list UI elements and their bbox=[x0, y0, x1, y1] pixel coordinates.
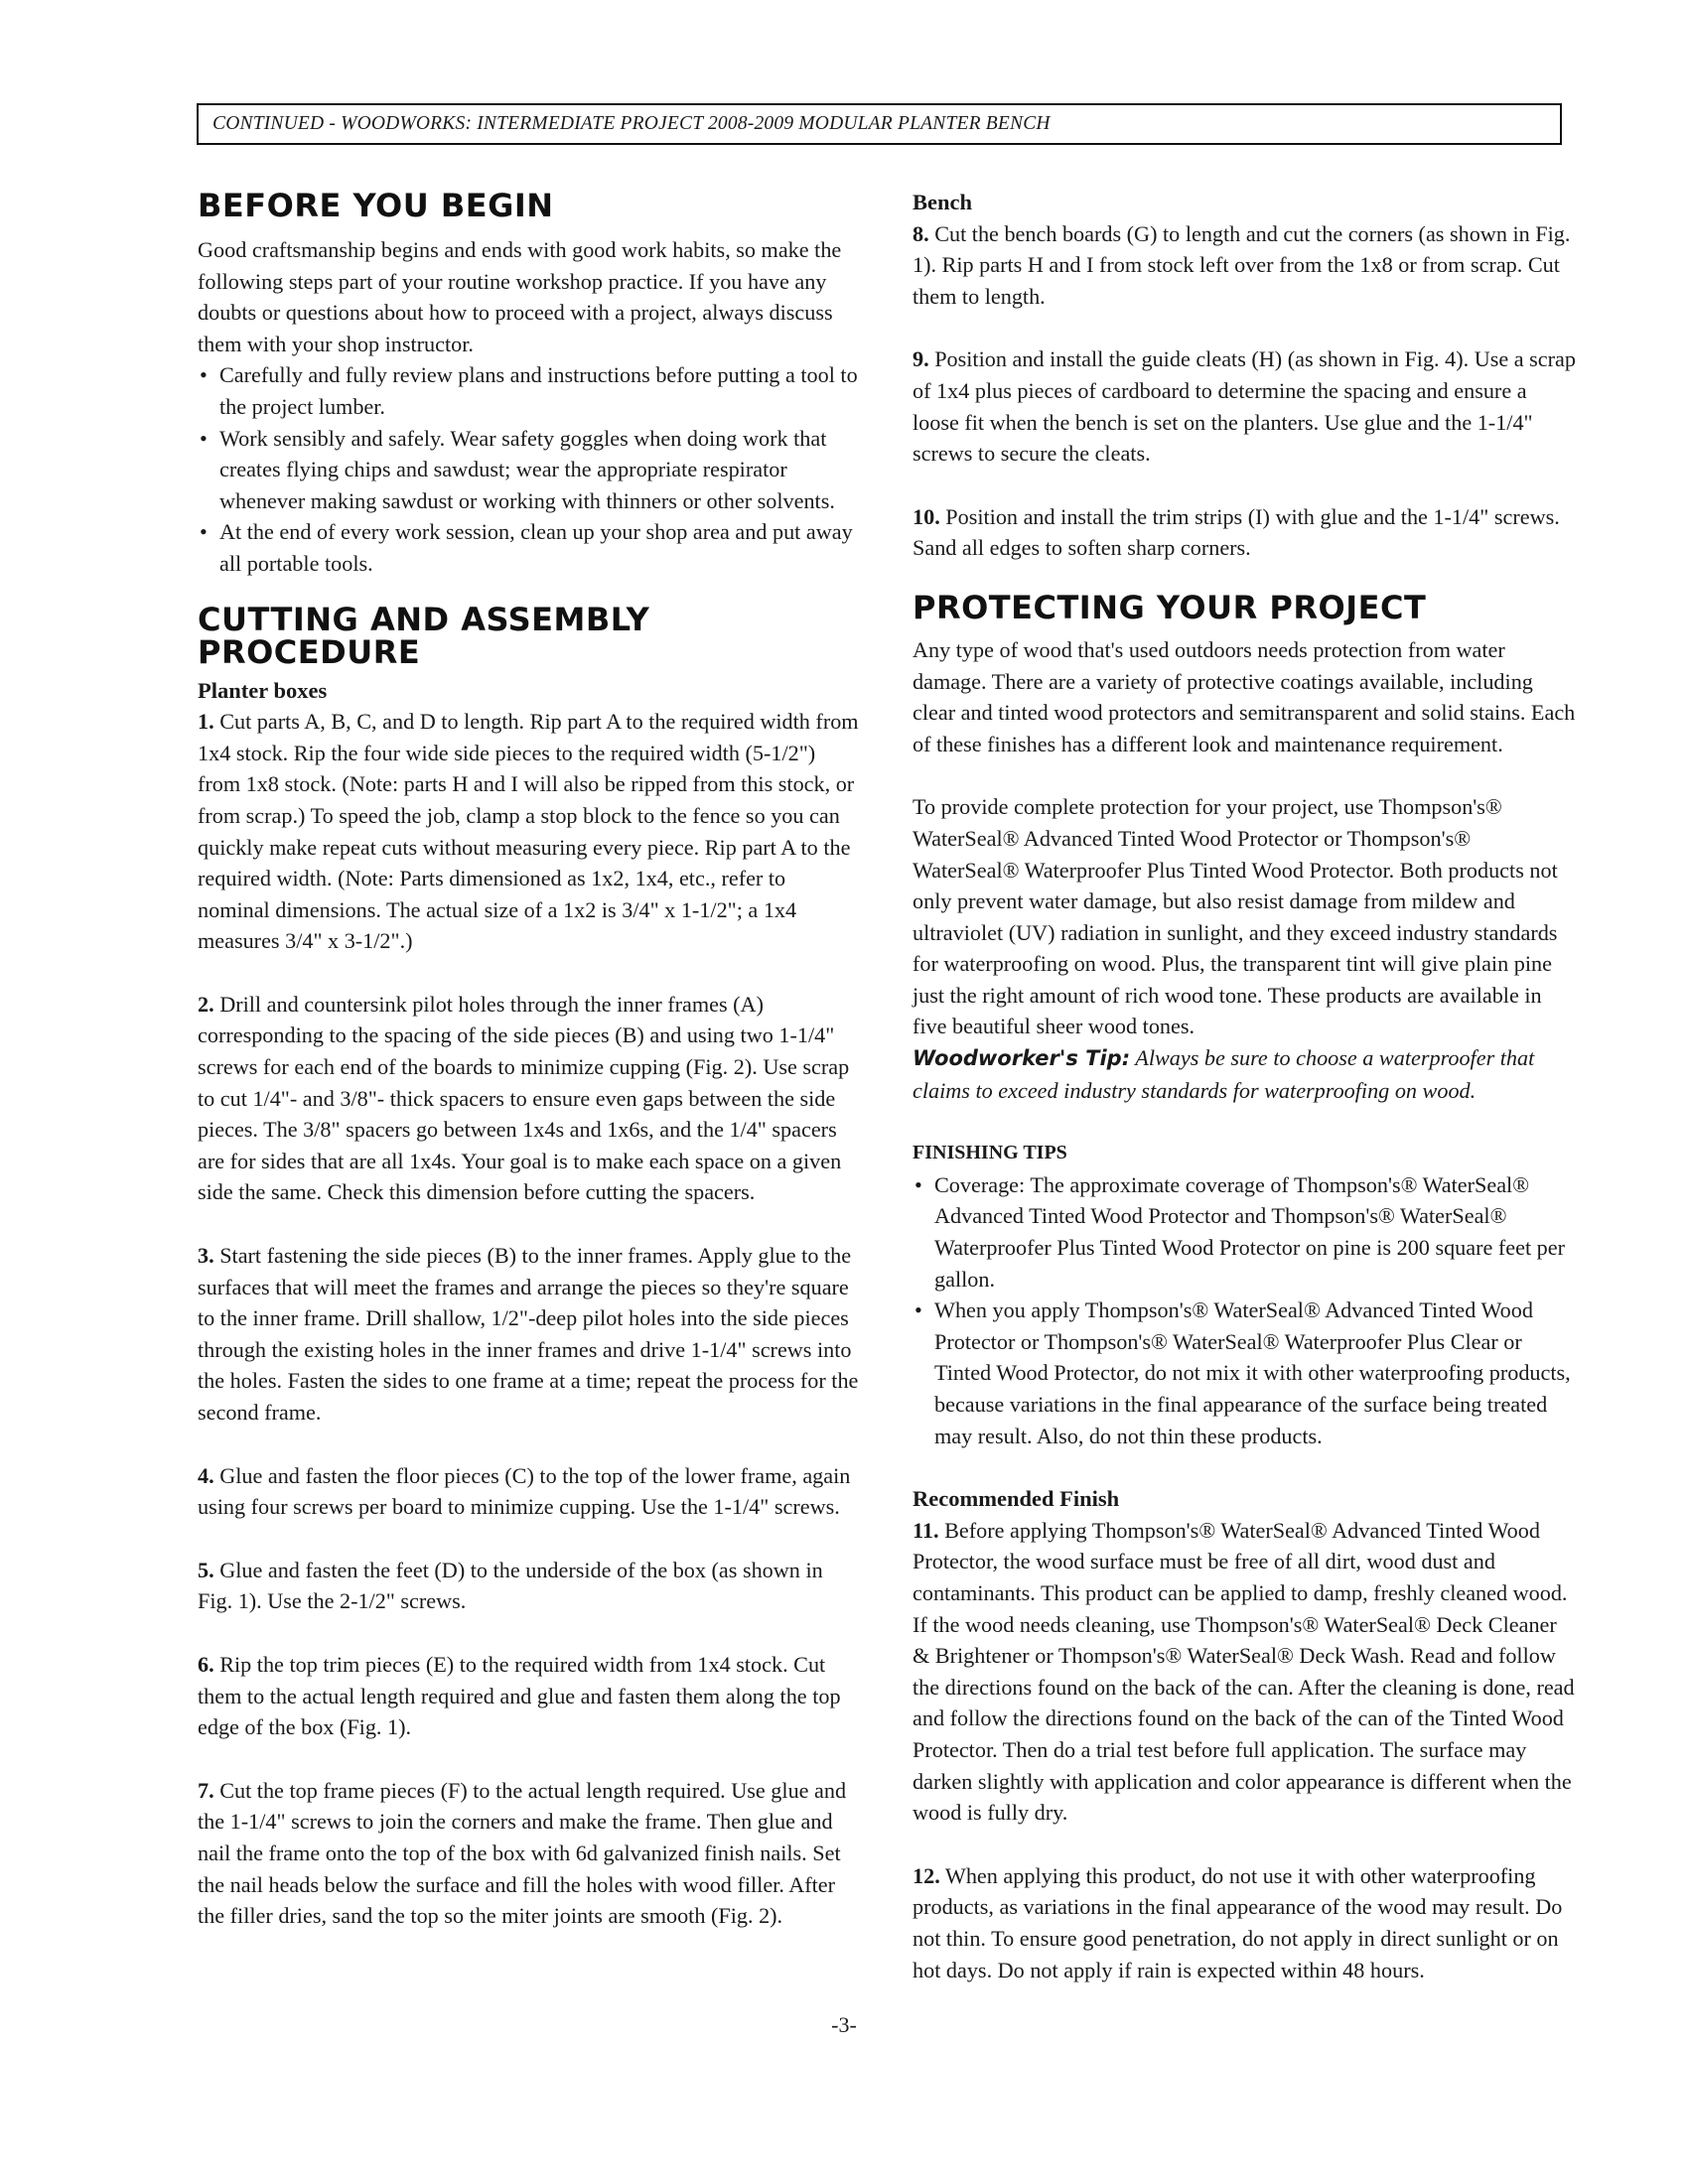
step-text: When applying this product, do not use it with other waterproofing products, as variations in the final appearance of the wood may result. Do not thin. To ensure good penetration, do not apply in direct sunlight or on hot days. Do not apply if rain is expected within 48 hours. bbox=[913, 1862, 1563, 1982]
step-10 bbox=[913, 501, 1578, 564]
step-8 bbox=[913, 218, 1578, 313]
step-4 bbox=[198, 1460, 863, 1523]
step-1 bbox=[198, 706, 863, 957]
list-item: • Work sensibly and safely. Wear safety goggles when doing work that creates flying chips and sawdust; wear the appropriate respirator whenever making sawdust or working with thinners or other solvents. bbox=[198, 423, 863, 517]
finishing-tips-heading: FINISHING TIPS bbox=[913, 1142, 1067, 1164]
step-text: Position and install the trim strips (I) with glue and the 1-1/4" screws. Sand all edges to soften sharp corners. bbox=[913, 503, 1560, 561]
step-6 bbox=[198, 1649, 863, 1743]
step-number: 11. bbox=[913, 1517, 939, 1543]
running-header bbox=[197, 103, 1562, 145]
planter-boxes-subhead: Planter boxes bbox=[198, 677, 328, 703]
protect-paragraph-2: To provide complete protection for your project, use Thompson's® WaterSeal® Advanced Tinted Wood Protector or Thompson's® WaterSeal® Waterproofer Plus Tinted Wood Protector. Both products not only prevent water damage, but also resist damage from mildew and ultraviolet (UV) radiation in sunlight, and they exceed industry standards for waterproofing on wood. Plus, the transparent tint will give plain pine just the right amount of rich wood tone. These products are available in five beautiful sheer wood tones. bbox=[913, 794, 1558, 1039]
cutting-heading-line-1: CUTTING AND ASSEMBLY bbox=[198, 600, 650, 638]
step-number: 10. bbox=[913, 503, 940, 529]
woodworker-tip bbox=[913, 1042, 1578, 1106]
step-number: 9. bbox=[913, 346, 929, 372]
step-text: Position and install the guide cleats (H) (as shown in Fig. 4). Use a scrap of 1x4 plus pieces of cardboard to determine the spacing and ensure a loose fit when the bench is set on the planters. Use glue and the 1-1/4" screws to secure the cleats. bbox=[913, 346, 1576, 467]
left-column bbox=[198, 187, 863, 1932]
protect-paragraph-1: Any type of wood that's used outdoors needs protection from water damage. There are a variety of protective coatings available, including clear and tinted wood protectors and semitransparent and solid stains. Each of these finishes has a different look and maintenance requirement. bbox=[913, 636, 1576, 756]
finishing-bullet-list bbox=[913, 1169, 1578, 1451]
step-5 bbox=[198, 1555, 863, 1617]
step-text: Cut the bench boards (G) to length and cut the corners (as shown in Fig. 1). Rip parts H and I from stock left over from the 1x8 or from scrap. Cut them to length. bbox=[913, 220, 1571, 309]
step-7 bbox=[198, 1775, 863, 1932]
step-text: Glue and fasten the feet (D) to the underside of the box (as shown in Fig. 1). Use the 2-1/2" screws. bbox=[198, 1557, 823, 1614]
step-text: Cut the top frame pieces (F) to the actual length required. Use glue and the 1-1/4" screws to join the corners and make the frame. Then glue and nail the frame onto the top of the box with 6d galvanized finish nails. Set the nail heads below the surface and fill the holes with wood filler. After the filler dries, sand the top so the miter joints are smooth (Fig. 2). bbox=[198, 1777, 847, 1929]
step-2 bbox=[198, 989, 863, 1208]
step-3 bbox=[198, 1240, 863, 1429]
bench-subhead: Bench bbox=[913, 190, 973, 214]
tip-text: Always be sure to choose a waterproofer that claims to exceed industry standards for waterproofing on wood. bbox=[913, 1045, 1535, 1103]
step-text: Before applying Thompson's® WaterSeal® Advanced Tinted Wood Protector, the wood surface must be free of all dirt, wood dust and contaminants. This product can be applied to damp, freshly cleaned wood. If the wood needs cleaning, use Thompson's® WaterSeal® Deck Cleaner & Brightener or Thompson's® WaterSeal® Deck Wash. Read and follow the directions found on the back of the can. After the cleaning is done, read and follow the directions found on the back of the can of the Tinted Wood Protector. Then do a trial test before full application. The surface may darken slightly with application and color appearance is different when the wood is fully dry. bbox=[913, 1517, 1575, 1826]
step-text: Glue and fasten the floor pieces (C) to the top of the lower frame, again using four screws per board to minimize cupping. Use the 1-1/4" screws. bbox=[198, 1462, 851, 1520]
step-text: Drill and countersink pilot holes through the inner frames (A) corresponding to the spacing of the side pieces (B) and using two 1-1/4" screws for each end of the boards to minimize cupping (Fig. 2). Use scrap to cut 1/4"- and 3/8"- thick spacers to ensure even gaps between the side pieces. The 3/8" spacers go between 1x4s and 1x6s, and the 1/4" spacers are for sides that are all 1x4s. Your goal is to make each space on a given side the same. Check this dimension before cutting the spacers. bbox=[198, 991, 850, 1205]
step-number: 1. bbox=[198, 709, 214, 735]
protecting-project-heading: PROTECTING YOUR PROJECT bbox=[913, 588, 1427, 626]
cutting-assembly-heading bbox=[198, 600, 863, 671]
step-number: 3. bbox=[198, 1243, 214, 1269]
step-number: 6. bbox=[198, 1651, 214, 1677]
step-number: 7. bbox=[198, 1777, 214, 1803]
step-9 bbox=[913, 343, 1578, 469]
step-number: 2. bbox=[198, 991, 214, 1017]
before-intro-paragraph: Good craftsmanship begins and ends with good work habits, so make the following steps part of your routine workshop practice. If you have any doubts or questions about how to proceed with a project, always discuss them with your shop instructor. bbox=[198, 237, 842, 356]
step-text: Start fastening the side pieces (B) to the inner frames. Apply glue to the surfaces that will meet the frames and arrange the pieces so they're square to the inner frame. Drill shallow, 1/2"-deep pilot holes into the side pieces through the existing holes in the inner frames and drive 1-1/4" screws into the holes. Fasten the sides to one frame at a time; repeat the process for the second frame. bbox=[198, 1243, 859, 1425]
step-12 bbox=[913, 1860, 1578, 1985]
step-number: 8. bbox=[913, 220, 929, 246]
step-text: Rip the top trim pieces (E) to the required width from 1x4 stock. Cut them to the actual length required and glue and fasten them along the top edge of the box (Fig. 1). bbox=[198, 1651, 841, 1740]
cutting-heading-line-2: PROCEDURE bbox=[198, 632, 421, 671]
list-item: • Coverage: The approximate coverage of Thompson's® WaterSeal® Advanced Tinted Wood Protector and Thompson's® WaterSeal® Waterproofer Plus Tinted Wood Protector on pine is 200 square feet per gallon. bbox=[913, 1169, 1578, 1295]
step-11 bbox=[913, 1515, 1578, 1829]
right-column bbox=[913, 187, 1578, 1985]
list-item: • Carefully and fully review plans and instructions before putting a tool to the project lumber. bbox=[198, 359, 863, 422]
step-text: Cut parts A, B, C, and D to length. Rip part A to the required width from 1x4 stock. Rip the four wide side pieces to the required width (5-1/2") from 1x8 stock. (Note: parts H and I will also be ripped from this stock, or from scrap.) To speed the job, clamp a stop block to the fence so you can quickly make repeat cuts without measuring every piece. Rip part A to the required width. (Note: Parts dimensioned as 1x2, 1x4, etc., refer to nominal dimensions. The actual size of a 1x2 is 3/4" x 1-1/2"; a 1x4 measures 3/4" x 3-1/2".) bbox=[198, 709, 859, 954]
list-item: • When you apply Thompson's® WaterSeal® Advanced Tinted Wood Protector or Thompson's® WaterSeal® Waterproofer Plus Clear or Tinted Wood Protector, do not mix it with other waterproofing products, because variations in the final appearance of the surface being treated may result. Also, do not thin these products. bbox=[913, 1295, 1578, 1451]
recommended-finish-subhead: Recommended Finish bbox=[913, 1486, 1120, 1512]
before-you-begin-heading: BEFORE YOU BEGIN bbox=[198, 187, 554, 224]
step-number: 12. bbox=[913, 1862, 940, 1888]
step-number: 5. bbox=[198, 1557, 214, 1582]
tip-label: Woodworker's Tip: bbox=[913, 1046, 1131, 1071]
step-number: 4. bbox=[198, 1462, 214, 1488]
safety-bullet-list bbox=[198, 359, 863, 579]
running-header-title: CONTINUED - WOODWORKS: INTERMEDIATE PROJECT 2008-2009 MODULAR PLANTER BENCH bbox=[212, 113, 1051, 134]
page-number: -3- bbox=[831, 2012, 857, 2037]
list-item: • At the end of every work session, clean up your shop area and put away all portable tools. bbox=[198, 516, 863, 579]
